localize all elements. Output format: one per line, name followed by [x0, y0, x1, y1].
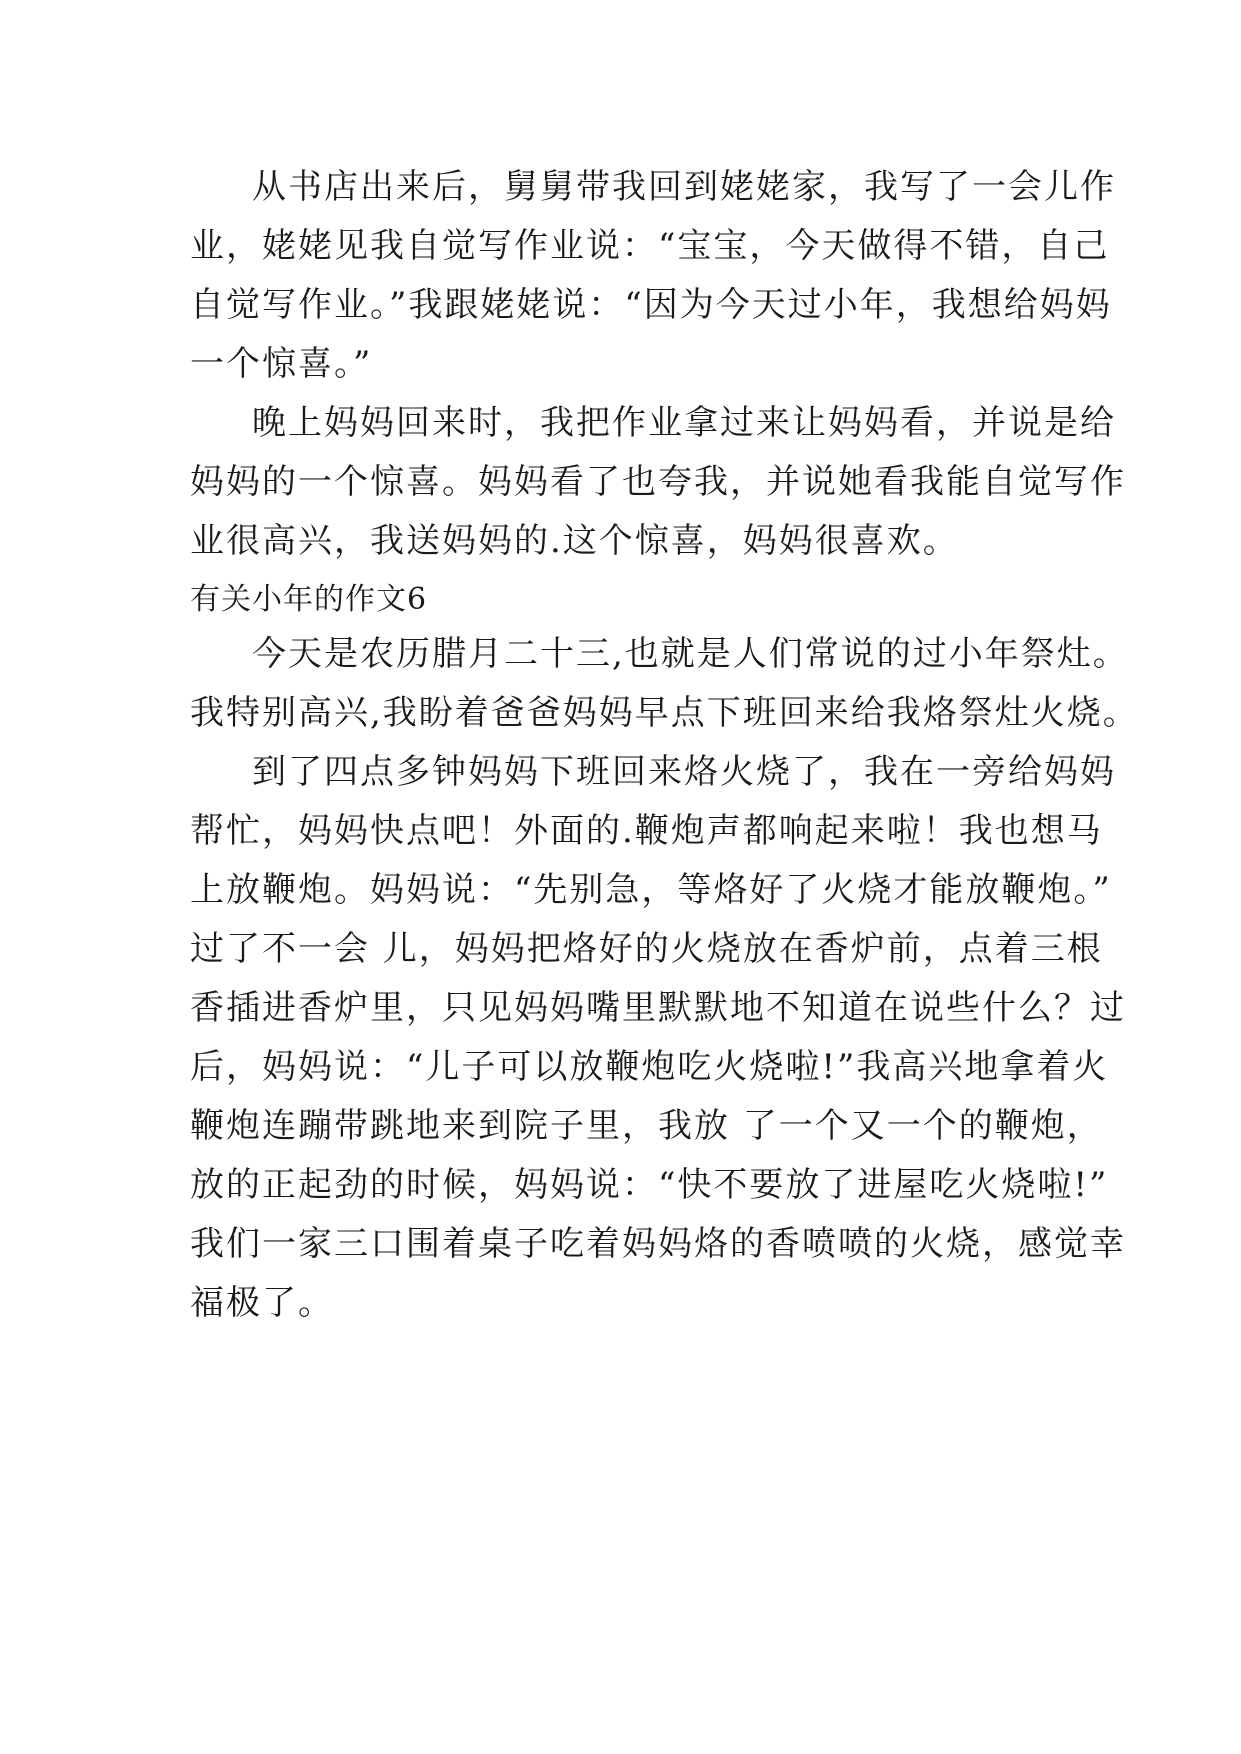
paragraph-line: 妈妈的一个惊喜。妈妈看了也夸我，并说她看我能自觉写作	[190, 462, 1126, 502]
paragraph-line: 一个惊喜。”	[190, 344, 373, 384]
paragraph-3	[190, 625, 1139, 743]
paragraph-line: 上放鞭炮。妈妈说：“先别急，等烙好了火烧才能放鞭炮。”	[190, 870, 1112, 910]
paragraph-line: 业很高兴，我送妈妈的.这个惊喜，妈妈很喜欢。	[190, 521, 959, 561]
paragraph-2	[190, 394, 1126, 571]
paragraph-line: 鞭炮连蹦带跳地来到院子里，我放 了一个又一个的鞭炮，	[190, 1106, 1103, 1146]
paragraph-line: 香插进香炉里，只见妈妈嘴里默默地不知道在说些什么？过	[190, 988, 1126, 1028]
paragraph-line: 放的正起劲的时候，妈妈说：“快不要放了进屋吃火烧啦!”	[190, 1165, 1109, 1205]
paragraph-line: 业，姥姥见我自觉写作业说：“宝宝，今天做得不错，自己	[190, 226, 1110, 266]
paragraph-line: 我特别高兴,我盼着爸爸妈妈早点下班回来给我烙祭灶火烧。	[190, 693, 1139, 733]
paragraph-line: 自觉写作业。”我跟姥姥说：“因为今天过小年，我想给妈妈	[190, 285, 1112, 325]
paragraph-line: 后，妈妈说：“儿子可以放鞭炮吃火烧啦!”我高兴地拿着火	[190, 1047, 1109, 1087]
paragraph-line: 今天是农历腊月二十三,也就是人们常说的过小年祭灶。	[252, 634, 1129, 674]
paragraph-line: 帮忙，妈妈快点吧！外面的.鞭炮声都响起来啦！我也想马	[190, 811, 1103, 851]
paragraph-4	[190, 743, 1126, 1333]
paragraph-line: 福极了。	[190, 1283, 334, 1323]
paragraph-line: 过了不一会 儿，妈妈把烙好的火烧放在香炉前，点着三根	[190, 929, 1103, 969]
section-heading	[190, 570, 1070, 629]
heading-text: 有关小年的作文6	[190, 582, 428, 617]
paragraph-line: 我们一家三口围着桌子吃着妈妈烙的香喷喷的火烧，感觉幸	[190, 1224, 1126, 1264]
paragraph-line: 从书店出来后，舅舅带我回到姥姥家，我写了一会儿作	[252, 167, 1116, 207]
paragraph-line: 晚上妈妈回来时，我把作业拿过来让妈妈看，并说是给	[252, 403, 1116, 443]
paragraph-1	[190, 158, 1116, 394]
paragraph-line: 到了四点多钟妈妈下班回来烙火烧了，我在一旁给妈妈	[252, 752, 1116, 792]
